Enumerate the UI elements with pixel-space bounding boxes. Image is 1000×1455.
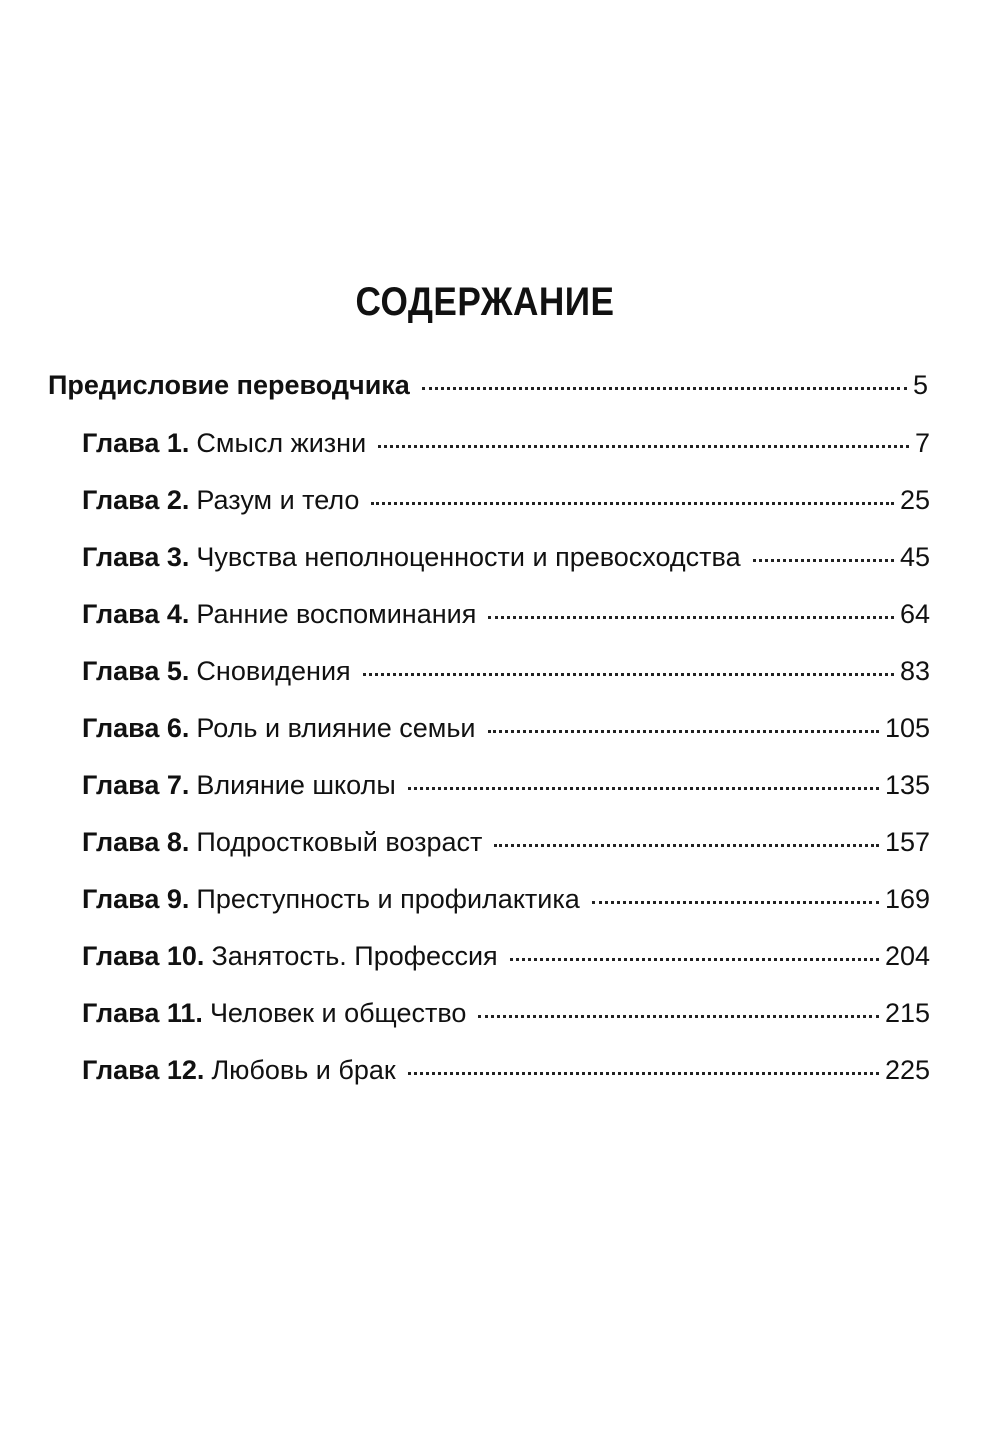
toc-chapter-label: Глава 8. — [82, 827, 190, 857]
toc-entry-chapter-6[interactable] — [82, 711, 930, 745]
toc-chapter-label: Глава 10. — [82, 941, 205, 971]
toc-entry-title: Подростковый возраст — [196, 827, 483, 857]
toc-entry-chapter-2[interactable] — [82, 483, 930, 517]
toc-leader — [488, 616, 894, 619]
toc-entry-chapter-10[interactable] — [82, 939, 930, 973]
toc-chapter-label: Глава 7. — [82, 770, 190, 800]
toc-leader — [422, 387, 907, 390]
toc-page-number: 45 — [899, 542, 930, 572]
toc-entry-title: Сновидения — [196, 656, 351, 686]
toc-page-number: 169 — [884, 884, 930, 914]
toc-entry-title: Человек и общество — [209, 998, 467, 1028]
toc-entry-chapter-1[interactable] — [82, 426, 930, 460]
toc-chapter-label: Глава 6. — [82, 713, 190, 743]
toc-page-number: 135 — [884, 770, 930, 800]
toc-leader — [371, 502, 894, 505]
toc-entry-chapter-9[interactable] — [82, 882, 930, 916]
toc-leader — [408, 1072, 879, 1075]
toc-leader — [494, 844, 879, 847]
toc-entry-title: Любовь и брак — [211, 1055, 396, 1085]
toc-entry-title: Занятость. Профессия — [211, 941, 498, 971]
toc-page-number: 105 — [884, 713, 930, 743]
toc-chapter-label: Глава 5. — [82, 656, 190, 686]
toc-entry-title: Преступность и профилактика — [196, 884, 580, 914]
toc-entry-preface[interactable] — [48, 368, 928, 402]
toc-entry-title: Чувства неполноценности и превосходства — [196, 542, 741, 572]
toc-page-number: 64 — [899, 599, 930, 629]
toc-entry-title: Влияние школы — [196, 770, 396, 800]
toc-leader — [753, 559, 894, 562]
toc-leader — [510, 958, 879, 961]
toc-chapter-label: Глава 12. — [82, 1055, 205, 1085]
toc-leader — [408, 787, 879, 790]
toc-chapter-label: Глава 9. — [82, 884, 190, 914]
toc-leader — [592, 901, 879, 904]
toc-leader — [488, 730, 879, 733]
page-title: СОДЕРЖАНИЕ — [355, 280, 615, 324]
toc-chapter-label: Глава 11. — [82, 998, 203, 1028]
toc-entry-title: Роль и влияние семьи — [196, 713, 476, 743]
toc-chapter-label: Глава 1. — [82, 428, 190, 458]
toc-entry-chapter-7[interactable] — [82, 768, 930, 802]
toc-page-number: 215 — [884, 998, 930, 1028]
toc-entry-title: Предисловие переводчика — [48, 370, 410, 400]
toc-entry-chapter-3[interactable] — [82, 540, 930, 574]
toc-entry-chapter-4[interactable] — [82, 597, 930, 631]
toc-entry-title: Ранние воспоминания — [196, 599, 477, 629]
toc-chapter-label: Глава 4. — [82, 599, 190, 629]
toc-entry-chapter-12[interactable] — [82, 1053, 930, 1087]
toc-leader — [363, 673, 894, 676]
toc-entry-title: Смысл жизни — [196, 428, 367, 458]
toc-page-number: 157 — [884, 827, 930, 857]
toc-entry-chapter-8[interactable] — [82, 825, 930, 859]
toc-page-number: 204 — [884, 941, 930, 971]
toc-chapter-label: Глава 3. — [82, 542, 190, 572]
toc-page-number: 25 — [899, 485, 930, 515]
toc-page-number: 225 — [884, 1055, 930, 1085]
toc-page-number: 83 — [899, 656, 930, 686]
toc-leader — [378, 445, 909, 448]
toc-page-number: 7 — [914, 428, 930, 458]
toc-entry-title: Разум и тело — [196, 485, 360, 515]
toc-entry-chapter-11[interactable] — [82, 996, 930, 1030]
toc-entry-chapter-5[interactable] — [82, 654, 930, 688]
toc-leader — [478, 1015, 879, 1018]
toc-page-number: 5 — [912, 370, 928, 400]
toc-chapter-label: Глава 2. — [82, 485, 190, 515]
